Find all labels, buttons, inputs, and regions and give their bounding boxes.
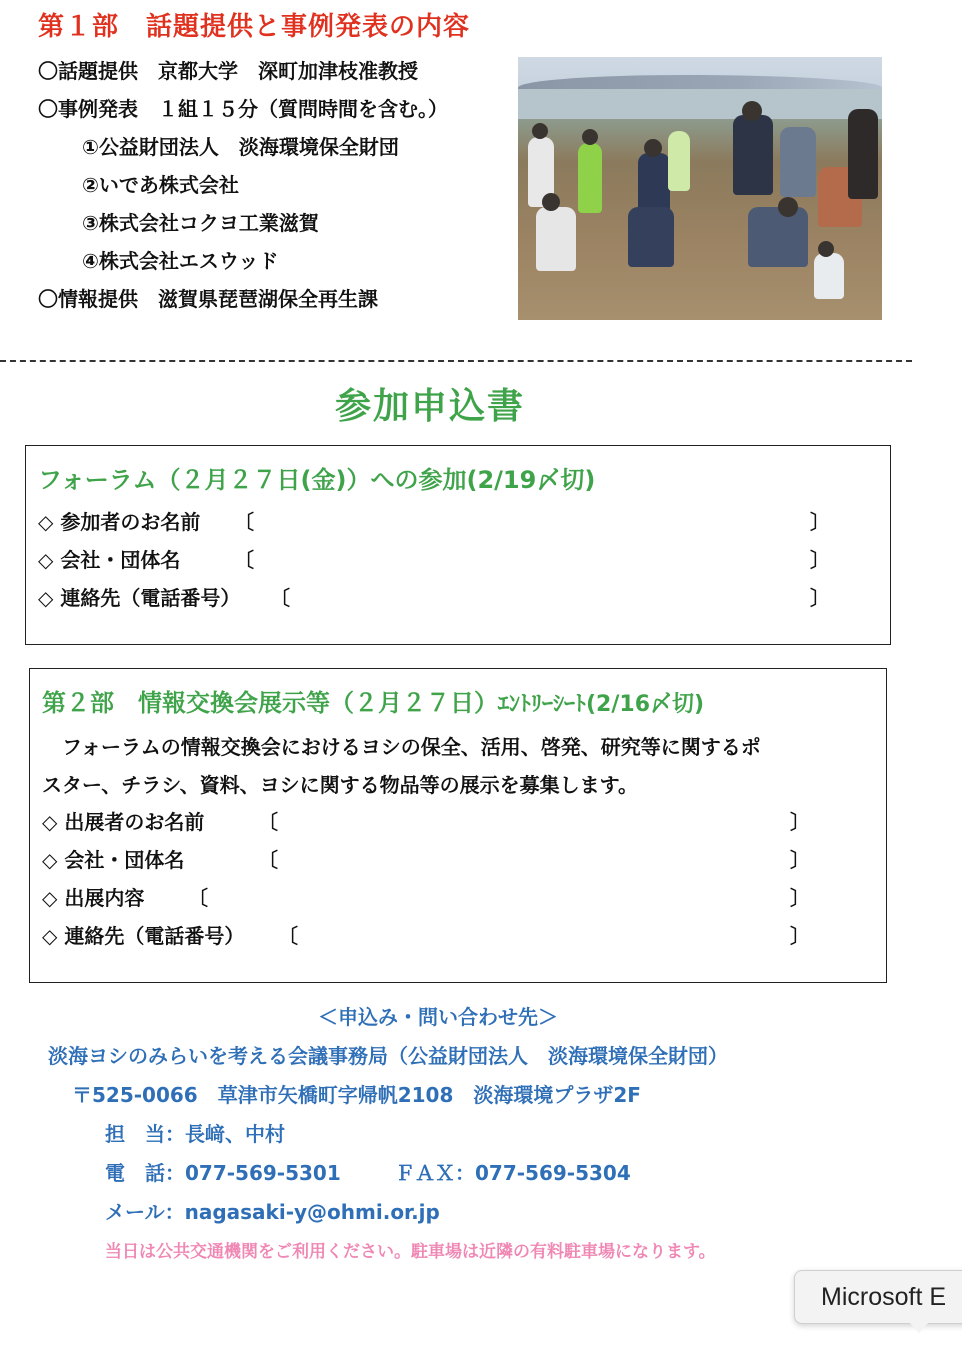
contact-address: 〒525-0066 草津市矢橋町字帰帆2108 淡海環境プラザ2F — [72, 1083, 641, 1107]
field-close-bracket: 〕 — [790, 886, 810, 910]
field-label: ◇ 連絡先（電話番号） — [38, 586, 241, 610]
tooltip-arrow — [908, 1321, 930, 1333]
field-open-bracket[interactable]: 〔 — [234, 548, 254, 572]
part2-heading-main: 第２部 情報交換会展示等（２月２７日） — [42, 689, 498, 717]
field-open-bracket[interactable]: 〔 — [278, 924, 298, 948]
field-label: ◇ 会社・団体名 — [38, 548, 181, 572]
case-item: ①公益財団法人 淡海環境保全財団 — [82, 135, 399, 159]
field-close-bracket: 〕 — [810, 548, 830, 572]
event-photo — [518, 57, 882, 320]
field-open-bracket[interactable]: 〔 — [258, 848, 278, 872]
cases-heading: 〇事例発表 １組１５分（質問時間を含む。） — [38, 97, 448, 121]
part2-heading-tail: ｴﾝﾄﾘｰｼｰﾄ(2/16〆切) — [498, 692, 705, 717]
field-close-bracket: 〕 — [810, 510, 830, 534]
field-close-bracket: 〕 — [790, 924, 810, 948]
field-close-bracket: 〕 — [810, 586, 830, 610]
field-open-bracket[interactable]: 〔 — [234, 510, 254, 534]
contact-fax: ＦＡＸ：077-569-5304 — [395, 1161, 631, 1185]
field-close-bracket: 〕 — [790, 848, 810, 872]
section1-title: 第１部 話題提供と事例発表の内容 — [38, 12, 471, 42]
app-tooltip — [794, 1270, 962, 1324]
cut-line-divider — [0, 360, 912, 362]
field-label: ◇ 出展者のお名前 — [42, 810, 205, 834]
contact-mail-link[interactable]: メール：nagasaki-y@ohmi.or.jp — [105, 1200, 440, 1224]
field-label: ◇ 会社・団体名 — [42, 848, 185, 872]
part2-description: スター、チラシ、資料、ヨシに関する物品等の展示を募集します。 — [42, 773, 638, 797]
field-open-bracket[interactable]: 〔 — [258, 810, 278, 834]
case-item: ③株式会社コクヨ工業滋賀 — [82, 211, 319, 235]
contact-org: 淡海ヨシのみらいを考える会議事務局（公益財団法人 淡海環境保全財団） — [48, 1044, 728, 1068]
info-line: 〇情報提供 滋賀県琵琶湖保全再生課 — [38, 287, 378, 311]
parking-note: 当日は公共交通機関をご利用ください。駐車場は近隣の有料駐車場になります。 — [105, 1242, 716, 1262]
field-label: ◇ 出展内容 — [42, 886, 145, 910]
forum-heading: フォーラム（２月２７日(金)）への参加(2/19〆切) — [38, 466, 596, 494]
part2-description: フォーラムの情報交換会におけるヨシの保全、活用、啓発、研究等に関するポ — [42, 735, 761, 759]
case-item: ④株式会社エスウッド — [82, 249, 279, 273]
field-open-bracket[interactable]: 〔 — [270, 586, 290, 610]
contact-person: 担 当：長﨑、中村 — [105, 1122, 285, 1146]
form-title: 参加申込書 — [334, 386, 525, 427]
contact-heading: ＜申込み・問い合わせ先＞ — [318, 1005, 558, 1029]
topic-line: 〇話題提供 京都大学 深町加津枝准教授 — [38, 59, 418, 83]
part2-heading — [42, 683, 704, 718]
field-close-bracket: 〕 — [790, 810, 810, 834]
field-label: ◇ 連絡先（電話番号） — [42, 924, 245, 948]
field-label: ◇ 参加者のお名前 — [38, 510, 201, 534]
tooltip-text: Microsoft E — [821, 1283, 947, 1311]
field-open-bracket[interactable]: 〔 — [188, 886, 208, 910]
contact-tel: 電 話：077-569-5301 — [105, 1161, 341, 1185]
case-item: ②いであ株式会社 — [82, 173, 239, 197]
